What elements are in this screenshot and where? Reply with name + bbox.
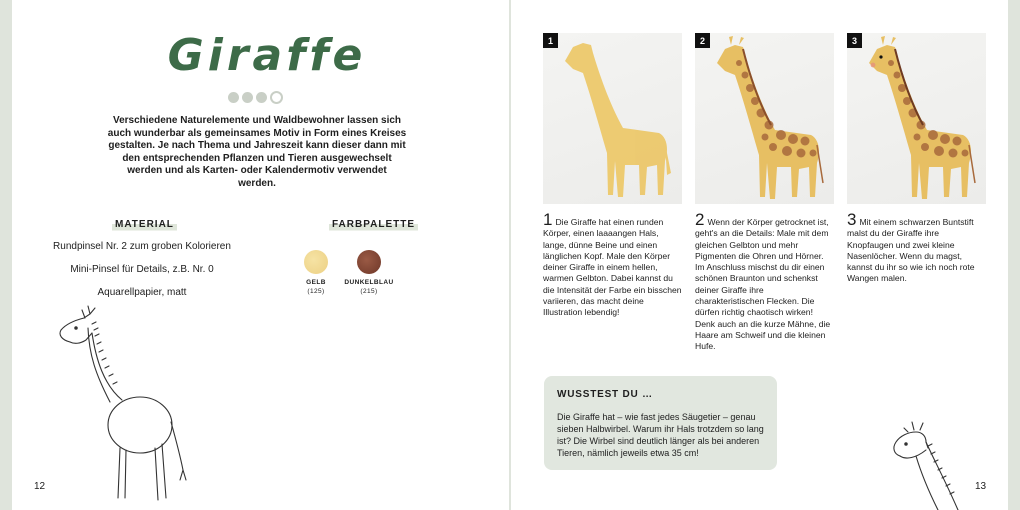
step-instruction-3 [847, 210, 987, 285]
swatch-code: (215) [360, 288, 378, 295]
step-number: 3 [847, 210, 857, 229]
palette-heading: FARBPALETTE [329, 218, 418, 231]
step-text: Mit einem schwarzen Buntstift malst du der Giraffe ihre Knopfaugen und zwei kleine Nasenlöcher. Wenn du magst, kannst du ihr so wie ich noch rote Wangen malen. [847, 217, 975, 284]
fact-box-text: Die Giraffe hat – wie fast jedes Säugetier – genau sieben Halbwirbel. Warum ihr Hals trotzdem so lang ist? Die Wirbel sind deutlich länger als bei anderen Tieren, nämlich jeweils etwa 35 cm! [557, 412, 764, 458]
color-swatch-brown [357, 250, 381, 274]
page-title: Giraffe [167, 30, 367, 81]
swatch-name: DUNKELBLAU [344, 279, 394, 286]
material-heading: MATERIAL [112, 218, 177, 231]
giraffe-watercolor-step2-icon [695, 33, 834, 204]
swatch-label [334, 278, 404, 296]
difficulty-dot-empty [270, 91, 283, 104]
difficulty-dot [228, 92, 239, 103]
step-image-1 [543, 33, 682, 204]
swatch-code: (125) [307, 288, 325, 295]
fact-box [544, 376, 777, 470]
giraffe-watercolor-step1-icon [543, 33, 682, 204]
right-page [511, 0, 1008, 510]
material-item: Aquarellpapier, matt [97, 287, 187, 298]
step-image-3 [847, 33, 986, 204]
difficulty-dots [228, 92, 283, 104]
step-number: 2 [695, 210, 705, 229]
step-number: 1 [543, 210, 553, 229]
step-instruction-2 [695, 210, 835, 353]
page-number: 13 [975, 481, 987, 492]
page-number: 12 [34, 481, 46, 492]
giraffe-head-sketch-illustration [886, 420, 976, 510]
left-page [12, 0, 509, 510]
step-badge: 3 [847, 33, 862, 48]
step-badge: 2 [695, 33, 710, 48]
swatch-name: GELB [306, 279, 326, 286]
material-item: Mini-Pinsel für Details, z.B. Nr. 0 [70, 264, 214, 275]
fact-box-title: WUSSTEST DU … [557, 389, 653, 400]
step-text: Die Giraffe hat einen runden Körper, einen laaaangen Hals, lange, dünne Beine und einen länglichen Kopf. Male den Körper deiner Giraffe in einem hellen, warmen Gelbton. Dabei kannst du die Intensität der Farbe ein bisschen variieren, das macht deine Illustration lebendig! [543, 217, 682, 318]
material-item: Rundpinsel Nr. 2 zum groben Kolorieren [53, 241, 231, 252]
step-text: Wenn der Körper getrocknet ist, geht's an die Details: Male mit dem gleichen Gelbton und mehr Pigmenten die Ohren und Hörner. Im Anschluss mischst du dir einen schönen Braunton und schenkst deiner Giraffe ihre charakteristischen Flecken. Die dürfen richtig chaotisch wirken! Denk auch an die kurze Mähne, die Haare am Schweif und die kleinen Hufe. [695, 217, 831, 352]
step-instruction-1 [543, 210, 683, 319]
step-badge: 1 [543, 33, 558, 48]
intro-text: Verschiedene Naturelemente und Waldbewohner lassen sich auch wunderbar als gemeinsames Motiv in Form eines Kreises gestalten. Je nach Thema und Jahreszeit kann dieser dann mit den entsprechenden Pflanzen und Tieren ausgewechselt werden und als Karten- oder Kalendermotiv verwendet werden. [107, 115, 407, 189]
step-image-2 [695, 33, 834, 204]
color-swatch-yellow [304, 250, 328, 274]
difficulty-dot [242, 92, 253, 103]
giraffe-sketch-illustration [52, 300, 202, 505]
giraffe-watercolor-step3-icon [847, 33, 986, 204]
difficulty-dot [256, 92, 267, 103]
